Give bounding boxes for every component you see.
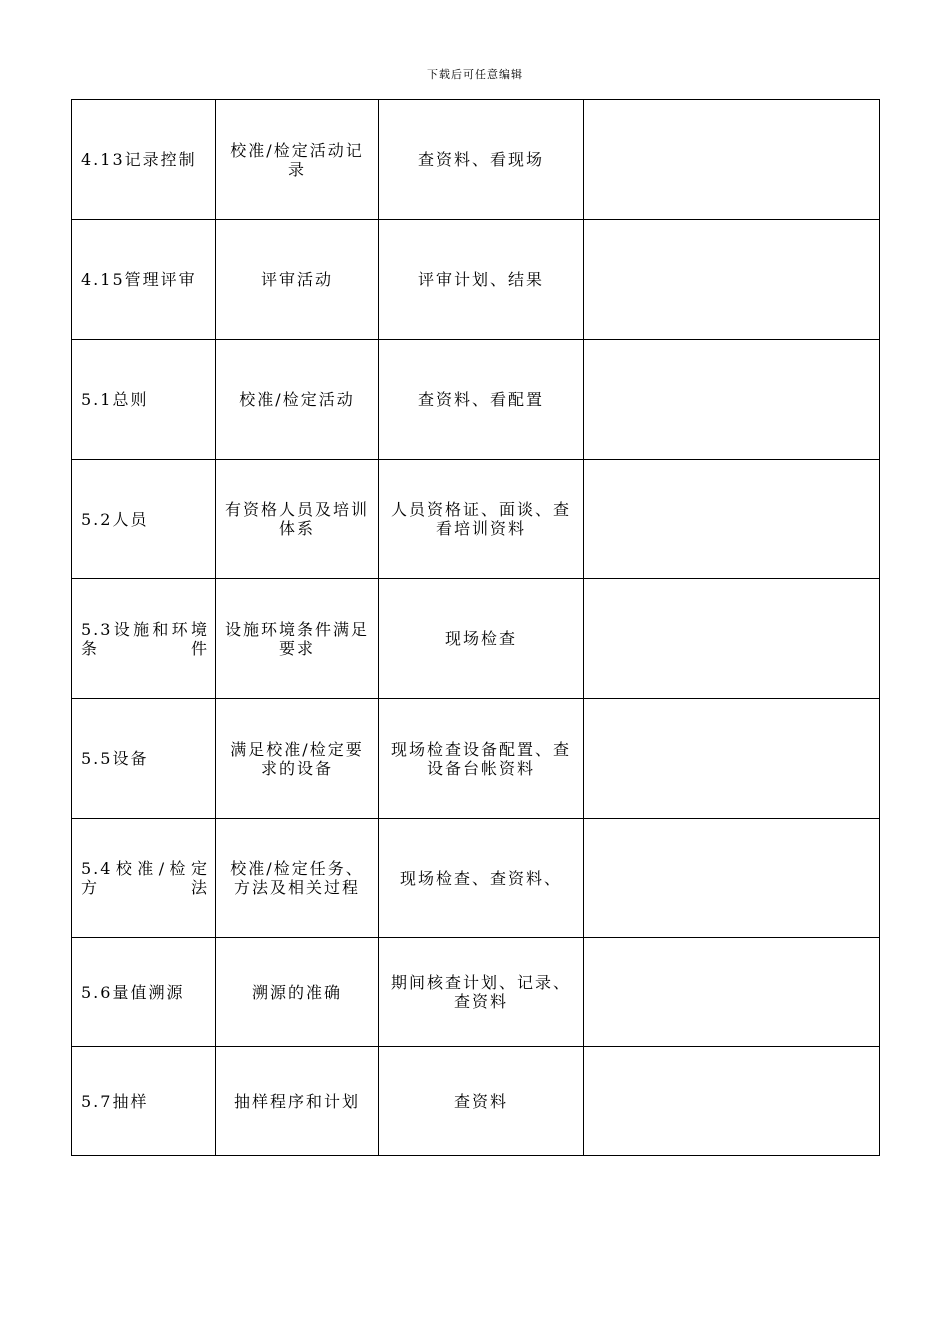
audit-item-cell: 4.15管理评审 [72,220,216,340]
audit-content-cell: 校准/检定活动记录 [216,100,379,220]
audit-result-cell [584,819,880,938]
table-row [72,100,880,220]
audit-item-cell: 5.2人员 [72,460,216,579]
audit-result-cell [584,579,880,699]
audit-item-cell: 4.13记录控制 [72,100,216,220]
audit-method-cell: 查资料、看配置 [379,340,584,460]
audit-content-cell: 校准/检定活动 [216,340,379,460]
audit-result-cell [584,460,880,579]
table-row [72,220,880,340]
table-row [72,1047,880,1156]
table-row [72,460,880,579]
audit-method-cell: 查资料 [379,1047,584,1156]
audit-method-cell: 查资料、看现场 [379,100,584,220]
table-row [72,579,880,699]
audit-method-cell: 现场检查、查资料、 [379,819,584,938]
audit-result-cell [584,699,880,819]
audit-content-cell: 评审活动 [216,220,379,340]
table-row [72,938,880,1047]
audit-result-cell [584,220,880,340]
audit-item-cell: 5.4校准/检定方法 [72,819,216,938]
audit-method-cell: 评审计划、结果 [379,220,584,340]
audit-content-cell: 溯源的准确 [216,938,379,1047]
audit-item-cell: 5.5设备 [72,699,216,819]
audit-result-cell [584,100,880,220]
audit-method-cell: 期间核查计划、记录、查资料 [379,938,584,1047]
audit-result-cell [584,1047,880,1156]
audit-item-cell: 5.3设施和环境条件 [72,579,216,699]
audit-content-cell: 满足校准/检定要求的设备 [216,699,379,819]
audit-method-cell: 现场检查设备配置、查设备台帐资料 [379,699,584,819]
audit-result-cell [584,938,880,1047]
table-row [72,340,880,460]
audit-result-cell [584,340,880,460]
audit-content-cell: 抽样程序和计划 [216,1047,379,1156]
audit-content-cell: 有资格人员及培训体系 [216,460,379,579]
audit-content-cell: 校准/检定任务、方法及相关过程 [216,819,379,938]
table-row [72,819,880,938]
audit-method-cell: 人员资格证、面谈、查看培训资料 [379,460,584,579]
audit-method-cell: 现场检查 [379,579,584,699]
table-row [72,699,880,819]
audit-item-cell: 5.6量值溯源 [72,938,216,1047]
audit-item-cell: 5.7抽样 [72,1047,216,1156]
audit-item-cell: 5.1总则 [72,340,216,460]
audit-table [71,99,880,1156]
audit-content-cell: 设施环境条件满足要求 [216,579,379,699]
page-header-note: 下载后可任意编辑 [427,68,523,81]
